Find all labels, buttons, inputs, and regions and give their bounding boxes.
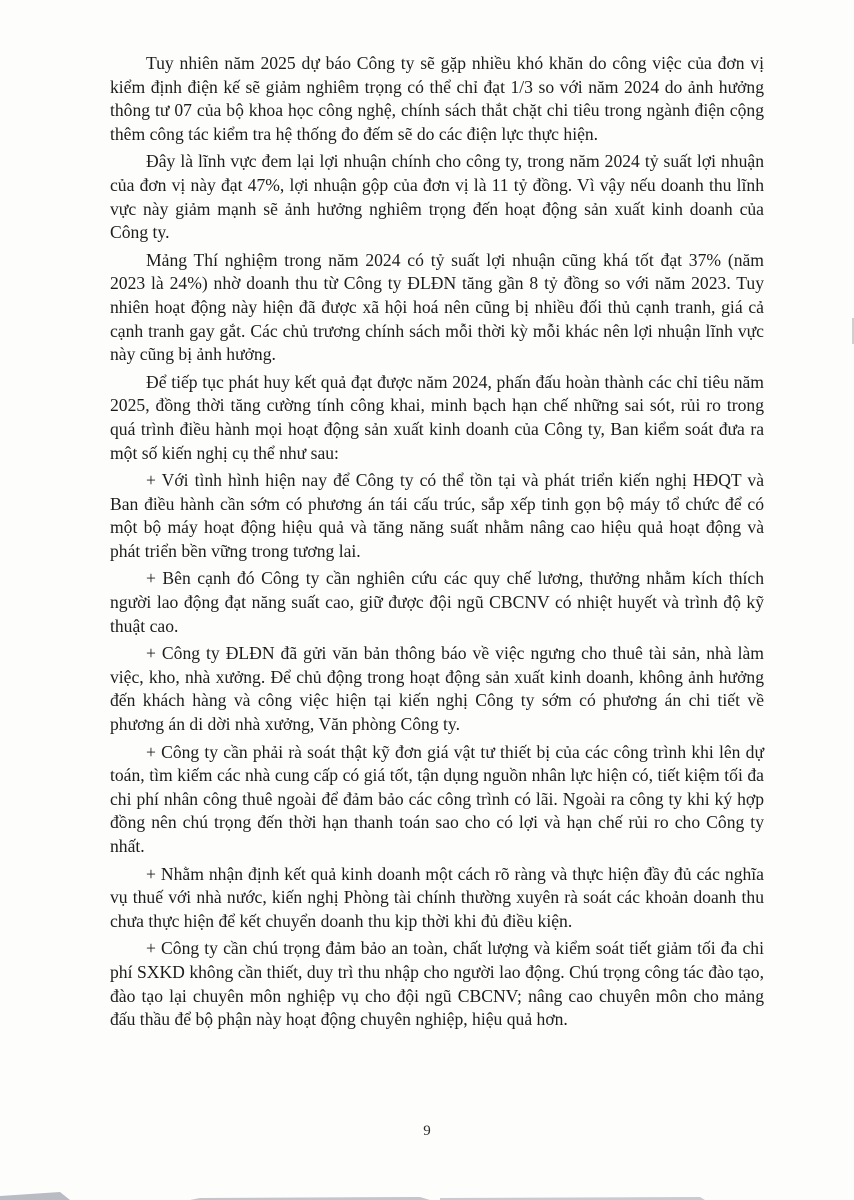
paragraph-recommendation-cost-review: + Công ty cần phải rà soát thật kỹ đơn giá vật tư thiết bị của các công trình khi lên dự toán, tìm kiếm các nhà cung cấp có giá tốt, tận dụng nguồn nhân lực hiện có, tiết kiệm tối đa chi phí nhân công thuê ngoài để đảm bảo các công trình có lãi. Ngoài ra công ty khi ký hợp đồng nên chú trọng đến thời hạn thanh toán sao cho có lợi và hạn chế rủi ro cho Công ty nhất.: [110, 741, 764, 856]
paragraph-recommendation-safety-training: + Công ty cần chú trọng đảm bảo an toàn, chất lượng và kiểm soát tiết giảm tối đa chi phí SXKD không cần thiết, duy trì thu nhập cho người lao động. Chú trọng công tác đào tạo, đào tạo lại chuyên môn nghiệp vụ cho đội ngũ CBCNV; nâng cao chuyên môn cho mảng đấu thầu để bộ phận này hoạt động chuyên nghiệp, hiệu quả hơn.: [110, 938, 764, 1030]
page-number: 9: [423, 1123, 431, 1139]
paragraph-recommendation-tax: + Nhằm nhận định kết quả kinh doanh một cách rõ ràng và thực hiện đầy đủ các nghĩa vụ thuế với nhà nước, kiến nghị Phòng tài chính thường xuyên rà soát các khoản doanh thu chưa thực hiện để kết chuyển doanh thu kịp thời khi đủ điều kiện.: [110, 863, 764, 931]
paragraph-recommendations-intro: Để tiếp tục phát huy kết quả đạt được năm 2024, phấn đấu hoàn thành các chỉ tiêu năm 2025, đồng thời tăng cường tính công khai, minh bạch hạn chế những sai sót, rủi ro trong quá trình điều hành mọi hoạt động sản xuất kinh doanh của Công ty, Ban kiểm soát đưa ra một số kiến nghị cụ thể như sau:: [110, 371, 764, 463]
scan-bottom-edge: [0, 1186, 854, 1200]
paragraph-forecast-2025: Tuy nhiên năm 2025 dự báo Công ty sẽ gặp nhiều khó khăn do công việc của đơn vị kiểm định điện kế sẽ giảm nghiêm trọng có thể chỉ đạt 1/3 so với năm 2024 do ảnh hưởng thông tư 07 của bộ khoa học công nghệ, chính sách thắt chặt chi tiêu trong ngành điện cộng thêm công tác kiểm tra hệ thống đo đếm sẽ do các điện lực thực hiện.: [110, 53, 764, 144]
paragraph-recommendation-restructure: + Với tình hình hiện nay để Công ty có thể tồn tại và phát triển kiến nghị HĐQT và Ban điều hành cần sớm có phương án tái cấu trúc, sắp xếp tinh gọn bộ máy tổ chức để có một bộ máy hoạt động hiệu quả và tăng năng suất nhằm nâng cao hiệu quả hoạt động và phát triển bền vững trong tương lai.: [110, 470, 764, 561]
paragraph-recommendation-salary: + Bên cạnh đó Công ty cần nghiên cứu các quy chế lương, thưởng nhằm kích thích người lao động đạt năng suất cao, giữ được đội ngũ CBCNV có nhiệt huyết và trình độ kỹ thuật cao.: [110, 568, 764, 636]
paragraph-recommendation-relocation: + Công ty ĐLĐN đã gửi văn bản thông báo về việc ngưng cho thuê tài sản, nhà làm việc, kho, nhà xưởng. Để chủ động trong hoạt động sản xuất kinh doanh, không ảnh hưởng đến khách hàng và công việc hiện tại kiến nghị Công ty sớm có phương án chi tiết về phương án di dời nhà xưởng, Văn phòng Công ty.: [110, 643, 764, 735]
paragraph-profit-metering: Đây là lĩnh vực đem lại lợi nhuận chính cho công ty, trong năm 2024 tỷ suất lợi nhuận của đơn vị này đạt 47%, lợi nhuận gộp của đơn vị là 11 tỷ đồng. Vì vậy nếu doanh thu lĩnh vực này giảm mạnh sẽ ảnh hưởng nghiêm trọng đến hoạt động sản xuất kinh doanh của Công ty.: [110, 151, 764, 243]
document-body: [110, 52, 764, 1036]
paragraph-testing-segment: Mảng Thí nghiệm trong năm 2024 có tỷ suất lợi nhuận cũng khá tốt đạt 37% (năm 2023 là 24%) nhờ doanh thu từ Công ty ĐLĐN tăng gần 8 tỷ đồng so với năm 2023. Tuy nhiên hoạt động này hiện đã được xã hội hoá nên cũng bị nhiều đối thủ cạnh tranh, giá cả cạnh tranh gay gắt. Các chủ trương chính sách mỗi thời kỳ mỗi khác nên lợi nhuận lĩnh vực này cũng bị ảnh hưởng.: [110, 249, 764, 365]
